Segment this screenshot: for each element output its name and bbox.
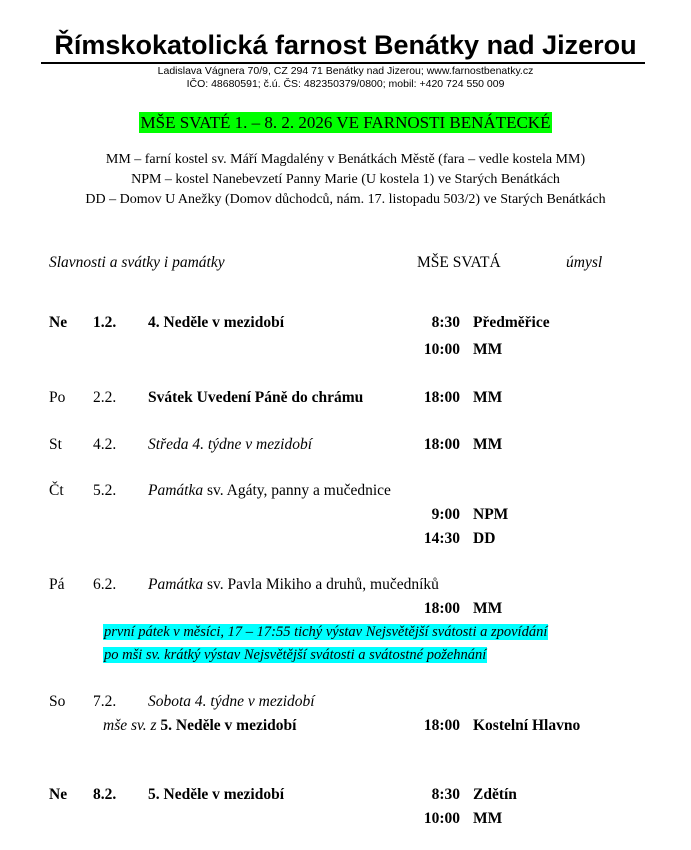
- day-date: 4.2.: [93, 436, 117, 453]
- day-name: Pá: [49, 576, 65, 593]
- week-banner: [0, 113, 691, 133]
- day-name: St: [49, 436, 62, 453]
- mass-place: NPM: [473, 506, 509, 523]
- week-banner-text: MŠE SVATÉ 1. – 8. 2. 2026 VE FARNOSTI BENÁTECKÉ: [140, 113, 551, 132]
- day-label: [148, 482, 391, 500]
- day-label-rest: sv. Agáty, panny a mučednice: [203, 482, 391, 499]
- column-header-feasts: Slavnosti a svátky i památky: [49, 254, 225, 271]
- anticipated-mass-label: [103, 717, 296, 735]
- day-date: 8.2.: [93, 786, 117, 803]
- mass-place: MM: [473, 810, 503, 827]
- day-date: 7.2.: [93, 693, 117, 710]
- mass-time: 18:00: [423, 436, 460, 453]
- blessing-note-text: po mši sv. krátký výstav Nejsvětější svátosti a svátostné požehnání: [104, 647, 487, 663]
- address-line-1: Ladislava Vágnera 70/9, CZ 294 71 Benátky nad Jizerou; www.farnostbenatky.cz: [157, 65, 534, 77]
- mass-place: Předměřice: [473, 314, 550, 331]
- parish-title: Římskokatolická farnost Benátky nad Jizerou: [54, 30, 637, 60]
- mass-place: MM: [473, 436, 503, 453]
- first-friday-note: [103, 624, 548, 641]
- mass-time: 18:00: [423, 600, 460, 617]
- mass-place: DD: [473, 530, 496, 547]
- day-name: Čt: [49, 482, 64, 499]
- mass-place: MM: [473, 341, 503, 358]
- day-date: 6.2.: [93, 576, 117, 593]
- mass-time: 10:00: [423, 810, 460, 827]
- legend-mm: MM – farní kostel sv. Máří Magdalény v Benátkách Městě (fara – vedle kostela MM): [105, 152, 586, 167]
- column-header-masses: MŠE SVATÁ: [417, 254, 501, 271]
- anticipated-mass-feast: 5. Neděle v mezidobí: [160, 717, 297, 734]
- day-date: 1.2.: [93, 314, 117, 331]
- mass-time: 9:00: [431, 506, 460, 523]
- legend-dd: DD – Domov U Anežky (Domov důchodců, nám. 17. listopadu 503/2) ve Starých Benátkách: [85, 192, 606, 207]
- day-label-rest: sv. Pavla Mikiho a druhů, mučedníků: [203, 576, 439, 593]
- day-label: 5. Neděle v mezidobí: [148, 786, 285, 803]
- column-header-intention: úmysl: [566, 254, 603, 271]
- day-label-italic: Památka: [148, 576, 204, 593]
- mass-time: 10:00: [423, 341, 460, 358]
- mass-time: 18:00: [423, 717, 460, 734]
- day-date: 5.2.: [93, 482, 117, 499]
- mass-time: 8:30: [431, 786, 460, 803]
- blessing-note: [103, 647, 487, 664]
- mass-place: Kostelní Hlavno: [473, 717, 581, 734]
- day-label: [148, 576, 439, 594]
- mass-time: 18:00: [423, 389, 460, 406]
- anticipated-mass-prefix: mše sv. z: [103, 717, 161, 734]
- day-name: Ne: [49, 786, 68, 803]
- mass-place: MM: [473, 389, 503, 406]
- mass-place: Zdětín: [473, 786, 517, 803]
- day-name: Ne: [49, 314, 68, 331]
- day-label: Středa 4. týdne v mezidobí: [148, 436, 313, 453]
- day-label: Svátek Uvedení Páně do chrámu: [148, 389, 364, 406]
- day-name: Po: [49, 389, 66, 406]
- mass-time: 14:30: [423, 530, 460, 547]
- day-label: Sobota 4. týdne v mezidobí: [148, 693, 315, 710]
- title-underline: [41, 62, 645, 64]
- day-name: So: [49, 693, 66, 710]
- day-date: 2.2.: [93, 389, 117, 406]
- address-line-2: IČO: 48680591; č.ú. ČS: 482350379/0800; mobil: +420 724 550 009: [186, 78, 505, 90]
- day-label-italic: Památka: [148, 482, 204, 499]
- first-friday-note-text: první pátek v měsíci, 17 – 17:55 tichý výstav Nejsvětější svátosti a zpovídání: [104, 624, 548, 640]
- legend-npm: NPM – kostel Nanebevzetí Panny Marie (U kostela 1) ve Starých Benátkách: [131, 172, 560, 187]
- mass-time: 8:30: [431, 314, 460, 331]
- day-label: 4. Neděle v mezidobí: [148, 314, 285, 331]
- mass-place: MM: [473, 600, 503, 617]
